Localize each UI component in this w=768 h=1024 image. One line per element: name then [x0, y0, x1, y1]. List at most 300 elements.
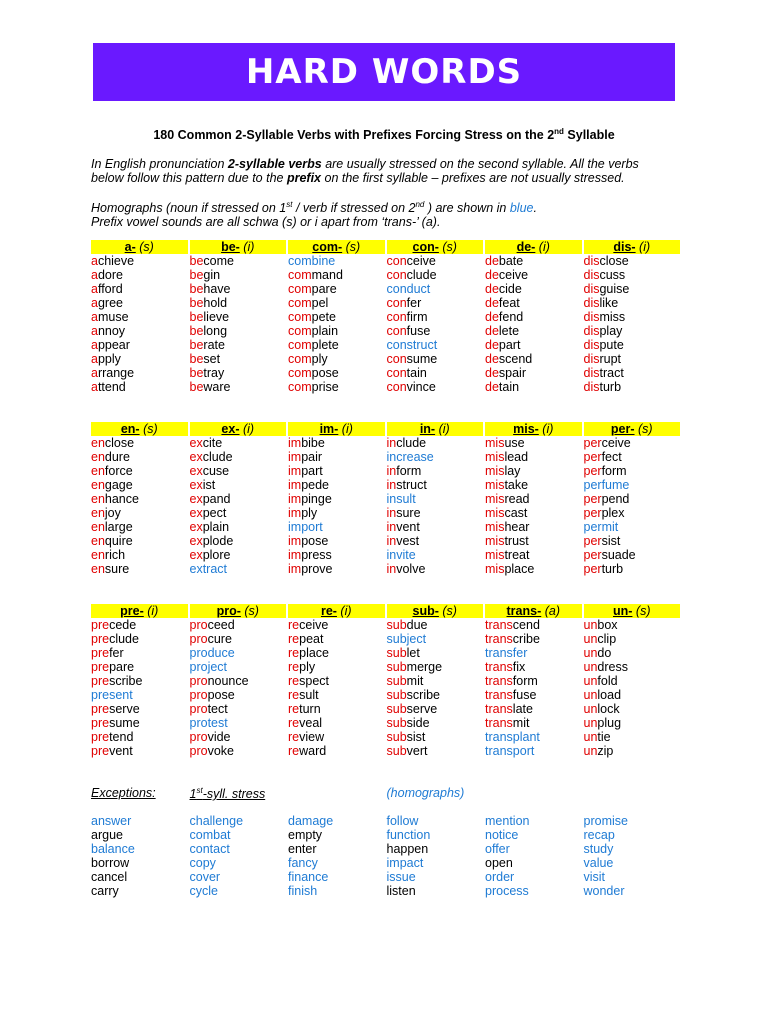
exception-word: order [485, 870, 515, 884]
verb-stem-part: due [406, 618, 428, 632]
verb-word [584, 716, 683, 730]
prefix-name: a- [124, 240, 136, 254]
intro-text: In English pronunciation [91, 157, 228, 171]
verb-word [288, 380, 387, 394]
verb-word [387, 310, 486, 324]
verb-prefix-part: en [91, 520, 105, 534]
exception-word: open [485, 856, 513, 870]
verb-prefix-part: ex [189, 534, 203, 548]
verb-prefix-part: dis [583, 254, 600, 268]
verb-prefix-part: trans [485, 674, 513, 688]
exception-word: carry [91, 884, 119, 898]
verb-stem-part: read [504, 492, 530, 506]
prefix-sound: (i) [143, 604, 159, 618]
verb-prefix-part: mis [485, 534, 505, 548]
verb-word [190, 464, 289, 478]
verb-stem-part: zip [597, 744, 614, 758]
verb-prefix-part: un [583, 688, 598, 702]
exception-word: issue [386, 870, 416, 884]
verb-stem-part: view [299, 730, 325, 744]
note-text: Homographs (noun if stressed on 1 [91, 201, 287, 216]
verb-stem-part: box [597, 618, 618, 632]
verb-stem-part: vide [207, 730, 231, 744]
verb-word [190, 534, 289, 548]
verb-word [584, 436, 683, 450]
verb-word [288, 310, 387, 324]
verb-stem-part: ist [202, 478, 216, 492]
verb-prefix-part: com [288, 352, 312, 366]
prefix-sound: (s) [438, 604, 457, 618]
verb-word [584, 268, 683, 282]
verb-stem-part: mit [406, 674, 424, 688]
verb-stem-part: quire [104, 534, 133, 548]
verb-stem-part: turn [299, 702, 321, 716]
prefix-name: pre- [120, 604, 144, 618]
prefix-name: dis- [613, 240, 636, 254]
prefix-column [288, 604, 387, 758]
prefix-header [288, 422, 385, 436]
prefix-sound: (i) [336, 604, 352, 618]
verb-stem-part: close [104, 436, 135, 450]
subtitle-end: Syllable [563, 128, 615, 143]
verb-stem-part: voke [207, 744, 234, 758]
verb-prefix-part: im [288, 464, 302, 478]
verb-stem-part: gage [104, 478, 133, 492]
verb-stem-part: gree [97, 296, 123, 310]
prefix-sound: (s) [632, 604, 651, 618]
prefix-sound: (s) [139, 422, 158, 436]
verb-stem-part: dress [597, 660, 628, 674]
verb-stem-part: ward [299, 744, 327, 758]
verb-prefix-part: com [288, 310, 312, 324]
verb-word [91, 534, 190, 548]
verb-stem-part: large [104, 520, 133, 534]
verb-word [485, 688, 584, 702]
prefix-sound: (s) [342, 240, 361, 254]
verb-prefix-part: dis [583, 324, 600, 338]
verb-stem-part: prove [301, 562, 333, 576]
verb-prefix-part: in [386, 436, 397, 450]
verb-word [584, 366, 683, 380]
verb-word: subject [386, 632, 427, 646]
verb-word [485, 282, 584, 296]
verb-word [387, 730, 486, 744]
verb-prefix-part: dis [583, 282, 600, 296]
verb-prefix-part: per [583, 450, 602, 464]
verb-word [91, 520, 190, 534]
exception-word: impact [386, 856, 424, 870]
verb-word [190, 338, 289, 352]
verb-prefix-part: be [189, 352, 204, 366]
verb-stem-part: cribe [512, 632, 540, 646]
verb-word: perfume [583, 478, 630, 492]
verb-word [387, 254, 486, 268]
verb-stem-part: fold [597, 674, 618, 688]
verb-word [91, 716, 190, 730]
verb-word [387, 296, 486, 310]
prefix-column [485, 240, 584, 394]
verb-stem-part: cede [109, 618, 137, 632]
verb-word [91, 450, 190, 464]
verb-word [288, 674, 387, 688]
verb-stem-part: guise [599, 282, 630, 296]
verb-word [387, 562, 486, 576]
exception-word: combat [189, 828, 231, 842]
verb-prefix-part: de [485, 324, 499, 338]
intro-bold: 2-syllable verbs [227, 157, 322, 171]
prefix-name: ex- [221, 422, 240, 436]
verb-stem-part: ttend [97, 380, 126, 394]
verb-word [91, 618, 190, 632]
verb-word [584, 632, 683, 646]
verb-prefix-part: sub [386, 716, 407, 730]
verb-prefix-part: trans [485, 618, 513, 632]
verb-stem-part: pose [311, 366, 339, 380]
verb-stem-part: tray [203, 366, 225, 380]
prefix-block-2 [91, 422, 679, 576]
verb-stem-part: plore [202, 548, 231, 562]
prefix-header [584, 422, 681, 436]
first-syllable-stress-label [190, 786, 289, 801]
verb-stem-part: ceive [299, 618, 329, 632]
verb-prefix-part: re [288, 660, 300, 674]
verb-word [485, 632, 584, 646]
verb-stem-part: gin [203, 268, 221, 282]
verb-word [485, 660, 584, 674]
verb-prefix-part: re [288, 618, 300, 632]
verb-prefix-part: ex [189, 506, 203, 520]
verb-word [387, 352, 486, 366]
verb-stem-part: peat [299, 632, 324, 646]
verb-stem-part: serve [109, 702, 140, 716]
exception-word: study [583, 842, 614, 856]
verb-stem-part: fer [109, 646, 124, 660]
verb-word [584, 492, 683, 506]
verb-prefix-part: pro [189, 618, 208, 632]
verb-word [190, 618, 289, 632]
exception-word: contact [189, 842, 230, 856]
verb-prefix-part: in [386, 506, 397, 520]
verb-stem-part: load [597, 688, 622, 702]
verb-prefix-part: mis [485, 436, 505, 450]
verb-stem-part: clude [202, 450, 233, 464]
verb-stem-part: play [599, 324, 623, 338]
verb-prefix-part: dis [583, 366, 600, 380]
verb-word [190, 324, 289, 338]
verb-word: transport [485, 744, 535, 758]
verb-word [485, 492, 584, 506]
verb-prefix-part: re [288, 674, 300, 688]
verb-prefix-part: im [288, 450, 302, 464]
verb-word: produce [189, 646, 235, 660]
verb-word [288, 478, 387, 492]
verb-prefix-part: in [386, 478, 397, 492]
prefix-column [387, 604, 486, 758]
intro-text: on the first syllable – prefixes are not usually stressed. [321, 171, 625, 185]
verb-stem-part: part [498, 338, 521, 352]
prefix-header [387, 604, 484, 618]
verb-stem-part: fuse [512, 688, 537, 702]
verb-prefix-part: mis [485, 492, 505, 506]
note-text: / verb if stressed on 2 [292, 201, 416, 216]
verb-word [485, 506, 584, 520]
verb-word [485, 702, 584, 716]
verb-prefix-part: un [583, 618, 598, 632]
prefix-header [584, 240, 681, 254]
verb-prefix-part: im [288, 534, 302, 548]
prefix-sound: (i) [435, 422, 450, 436]
verb-stem-part: set [203, 352, 221, 366]
verb-stem-part: fuse [406, 324, 431, 338]
verb-word [91, 380, 190, 394]
prefix-sound: (s) [240, 604, 259, 618]
verb-stem-part: spect [299, 674, 330, 688]
verb-word [91, 506, 190, 520]
verb-word: transplant [485, 730, 540, 744]
verb-prefix-part: a [91, 268, 98, 282]
verb-word [485, 450, 584, 464]
verb-word [288, 506, 387, 520]
verb-word [584, 324, 683, 338]
verb-prefix-part: con [386, 268, 407, 282]
verb-stem-part: pair [301, 450, 323, 464]
verb-word [485, 268, 584, 282]
prefix-column [91, 422, 190, 576]
exception-word: process [485, 884, 529, 898]
verb-stem-part: cend [512, 618, 540, 632]
verb-stem-part: lete [498, 324, 520, 338]
verb-stem-part: use [504, 436, 525, 450]
verb-prefix-part: sub [386, 646, 407, 660]
exception-word: fancy [288, 856, 318, 870]
verb-word [584, 618, 683, 632]
verb-stem-part: muse [97, 310, 129, 324]
verb-word [485, 464, 584, 478]
verb-stem-part: merge [406, 660, 443, 674]
verb-word [288, 660, 387, 674]
verb-prefix-part: com [288, 268, 312, 282]
verb-prefix-part: re [288, 702, 300, 716]
exception-word: damage [288, 814, 334, 828]
prefix-sound: (i) [338, 422, 353, 436]
verb-word [91, 744, 190, 758]
verb-prefix-part: en [91, 478, 105, 492]
verb-word [288, 464, 387, 478]
verb-prefix-part: dis [583, 268, 600, 282]
verb-word [584, 688, 683, 702]
verb-word [288, 436, 387, 450]
verb-word [485, 478, 584, 492]
verb-word [387, 520, 486, 534]
verb-word [91, 674, 190, 688]
verb-word [387, 268, 486, 282]
verb-prefix-part: pre [91, 744, 110, 758]
verb-word [387, 702, 486, 716]
exception-word: mention [485, 814, 530, 828]
verb-stem-part: pete [311, 310, 336, 324]
prefix-name: mis- [513, 422, 539, 436]
verb-word [485, 338, 584, 352]
prefix-name: im- [319, 422, 339, 436]
verb-prefix-part: im [288, 548, 302, 562]
verb-word [485, 716, 584, 730]
prefix-sound: (s) [135, 240, 154, 254]
verb-stem-part: scribe [406, 688, 440, 702]
verb-prefix-part: pre [91, 632, 110, 646]
prefix-column [288, 422, 387, 576]
verb-prefix-part: un [583, 646, 598, 660]
verb-stem-part: plete [311, 338, 339, 352]
verb-stem-part: clude [406, 268, 437, 282]
verb-prefix-part: com [288, 324, 312, 338]
verb-prefix-part: de [485, 352, 499, 366]
verb-word [387, 646, 486, 660]
verb-stem-part: spair [498, 366, 526, 380]
prefix-sound: (s) [634, 422, 653, 436]
verb-word [584, 338, 683, 352]
verb-prefix-part: en [91, 534, 105, 548]
prefix-column [584, 422, 683, 576]
verb-prefix-part: per [583, 534, 602, 548]
verb-stem-part: trust [504, 534, 529, 548]
verb-word [584, 674, 683, 688]
verb-stem-part: mand [311, 268, 343, 282]
verb-prefix-part: per [583, 548, 602, 562]
verb-prefix-part: en [91, 450, 105, 464]
verb-word [288, 324, 387, 338]
verb-prefix-part: de [485, 282, 499, 296]
verb-prefix-part: en [91, 464, 105, 478]
prefix-header [485, 422, 582, 436]
verb-prefix-part: sub [386, 674, 407, 688]
verb-word [288, 296, 387, 310]
intro-text: below follow this pattern due to the [91, 171, 287, 185]
verb-word [91, 366, 190, 380]
verb-word [387, 618, 486, 632]
verb-stem-part: lock [597, 702, 620, 716]
verb-stem-part: lay [504, 464, 521, 478]
verb-prefix-part: pre [91, 730, 110, 744]
note-blue-word: blue [509, 201, 534, 216]
verb-stem-part: vert [406, 744, 428, 758]
prefix-block-3 [91, 604, 679, 758]
verb-prefix-part: pro [189, 674, 208, 688]
verb-prefix-part: a [91, 282, 98, 296]
verb-prefix-part: sub [386, 688, 407, 702]
verb-prefix-part: con [386, 254, 407, 268]
exception-word: balance [91, 842, 135, 856]
verb-prefix-part: pro [189, 702, 208, 716]
verb-prefix-part: be [189, 268, 204, 282]
verb-stem-part: fix [512, 660, 526, 674]
exception-word: answer [91, 814, 132, 828]
exception-word: cycle [189, 884, 218, 898]
subtitle [0, 127, 768, 142]
prefix-header [584, 604, 681, 618]
verb-word [387, 506, 486, 520]
exception-column [387, 814, 486, 898]
verb-prefix-part: con [386, 352, 407, 366]
verb-prefix-part: trans [485, 688, 513, 702]
verb-prefix-part: ex [189, 436, 203, 450]
verb-prefix-part: per [583, 436, 602, 450]
verb-word [190, 310, 289, 324]
verb-prefix-part: im [288, 478, 302, 492]
verb-stem-part: pose [207, 688, 235, 702]
page-title: HARD WORDS [245, 52, 523, 92]
verb-word [190, 450, 289, 464]
verb-prefix-part: a [91, 296, 98, 310]
verb-word [91, 730, 190, 744]
verb-prefix-part: be [189, 380, 204, 394]
verb-prefix-part: un [583, 674, 598, 688]
exception-column [190, 814, 289, 898]
prefix-column [584, 240, 683, 394]
verb-stem-part: do [597, 646, 612, 660]
verb-stem-part: vest [396, 534, 420, 548]
verb-stem-part: cuse [202, 464, 230, 478]
verb-prefix-part: sub [386, 702, 407, 716]
verb-prefix-part: pre [91, 716, 110, 730]
verb-word [584, 646, 683, 660]
verb-prefix-part: de [485, 310, 499, 324]
verb-prefix-part: en [91, 492, 105, 506]
verb-prefix-part: con [386, 366, 407, 380]
verb-prefix-part: dis [583, 296, 600, 310]
verb-word: construct [386, 338, 438, 352]
verb-word [288, 548, 387, 562]
verb-prefix-part: un [583, 660, 598, 674]
verb-stem-part: pel [311, 296, 329, 310]
verb-word [485, 534, 584, 548]
verb-stem-part: force [104, 464, 133, 478]
exceptions-grid [91, 814, 679, 898]
verb-prefix-part: be [189, 338, 204, 352]
verb-stem-part: form [601, 464, 627, 478]
exception-column [584, 814, 683, 898]
intro-text: are usually stressed on the second syllable. All the verbs [321, 157, 639, 171]
note-text: . [533, 201, 537, 216]
verb-stem-part: tect [207, 702, 228, 716]
verb-prefix-part: pre [91, 646, 110, 660]
verb-prefix-part: ex [189, 478, 203, 492]
verb-stem-part: suade [601, 548, 636, 562]
verb-prefix-part: per [583, 506, 602, 520]
verb-stem-part: ceive [498, 268, 529, 282]
verb-word: combine [288, 254, 336, 268]
verb-prefix-part: be [189, 366, 204, 380]
stress-label-sup: st [196, 786, 203, 795]
prefix-header [387, 422, 484, 436]
note-sup: st [286, 200, 293, 209]
verb-word [91, 478, 190, 492]
prefix-sound: (i) [239, 422, 255, 436]
verb-word [387, 688, 486, 702]
verb-word [584, 730, 683, 744]
verb-prefix-part: be [189, 296, 204, 310]
verb-word [387, 534, 486, 548]
verb-prefix-part: de [485, 366, 499, 380]
verb-word [288, 702, 387, 716]
verb-stem-part: place [299, 646, 330, 660]
verb-stem-part: lieve [203, 310, 230, 324]
verb-prefix-part: con [386, 380, 407, 394]
verb-word [190, 632, 289, 646]
verb-stem-part: come [203, 254, 234, 268]
verb-word [190, 548, 289, 562]
verb-word: import [288, 520, 323, 534]
prefix-column [91, 604, 190, 758]
